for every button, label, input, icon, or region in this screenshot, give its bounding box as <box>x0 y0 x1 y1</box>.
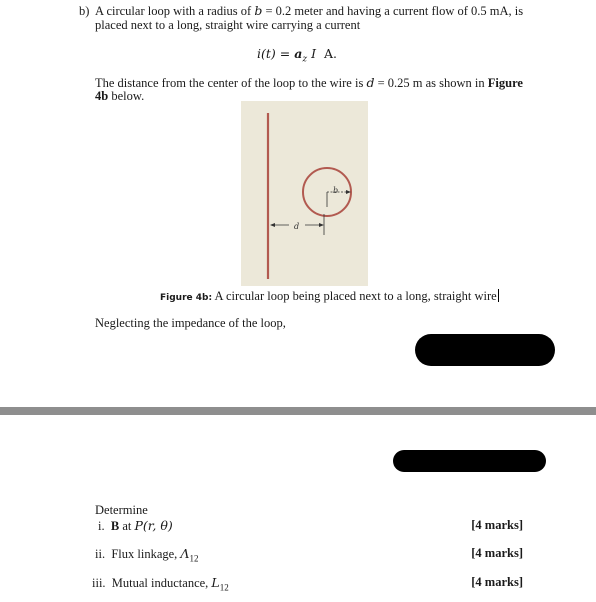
eq-az: a <box>294 46 303 61</box>
caption-text: A circular loop being placed next to a long, straight wire <box>214 289 497 303</box>
caption-label: Figure 4b: <box>160 293 213 303</box>
dist-text-c: below. <box>111 89 145 103</box>
eq-unit: A. <box>323 46 337 61</box>
text-cursor <box>498 289 499 302</box>
neglect-text: Neglecting the impedance of the loop, <box>95 316 286 330</box>
item-1-math: P(r, θ) <box>134 518 173 533</box>
distance-arrowhead-left <box>270 223 275 227</box>
figure-ref: Figure <box>487 76 523 90</box>
redaction-mark-2 <box>393 450 546 472</box>
determine-item-1 <box>98 518 173 534</box>
item-3-sub: 12 <box>219 582 229 593</box>
distance-line-2 <box>95 89 144 104</box>
current-equation <box>257 46 337 68</box>
page-divider <box>0 407 596 415</box>
item-3-math: L <box>211 575 220 590</box>
item-2-sub: 12 <box>189 553 199 564</box>
var-d: d <box>366 75 375 90</box>
distance-label: d <box>294 222 300 231</box>
item-2-text: Flux linkage, <box>111 547 178 561</box>
determine-heading: Determine <box>95 503 148 517</box>
question-text-1b: = 0.2 meter and having a current flow of 0.5 mA, is <box>265 4 524 18</box>
distance-arrowhead-right <box>319 223 324 227</box>
determine-item-3 <box>92 575 229 596</box>
item-3-num: iii. <box>92 576 106 590</box>
dist-text-a: The distance from the center of the loop to the wire is <box>95 76 364 90</box>
dist-text-b: = 0.25 m as shown in <box>377 76 485 90</box>
question-text-1a: A circular loop with a radius of <box>94 4 252 18</box>
question-label: b) <box>79 4 90 18</box>
eq-I: I <box>311 46 317 61</box>
figure-4b <box>241 101 368 286</box>
var-b: b <box>254 3 263 18</box>
marks-item-1: [4 marks] <box>471 518 523 532</box>
item-2-num: ii. <box>95 547 106 561</box>
item-3-text: Mutual inductance, <box>111 576 209 590</box>
item-1-bold: B <box>110 519 120 533</box>
redaction-mark-1 <box>415 334 555 366</box>
figure-caption <box>160 289 499 306</box>
eq-lhs: i(t) = <box>257 46 291 61</box>
item-1-num: i. <box>98 519 105 533</box>
item-2-math: Λ <box>180 546 190 561</box>
marks-item-3: [4 marks] <box>471 575 523 589</box>
eq-sub: z <box>302 54 308 65</box>
marks-item-2: [4 marks] <box>471 546 523 560</box>
question-line-2: placed next to a long, straight wire carrying a current <box>95 18 361 32</box>
radius-label: b <box>333 186 339 195</box>
determine-item-2 <box>95 546 198 567</box>
figure-ref-num: 4b <box>95 89 109 103</box>
question-line-1 <box>79 3 523 19</box>
item-1-text: at <box>122 519 132 533</box>
distance-line-1 <box>95 75 523 91</box>
figure-4b-diagram <box>241 101 368 286</box>
